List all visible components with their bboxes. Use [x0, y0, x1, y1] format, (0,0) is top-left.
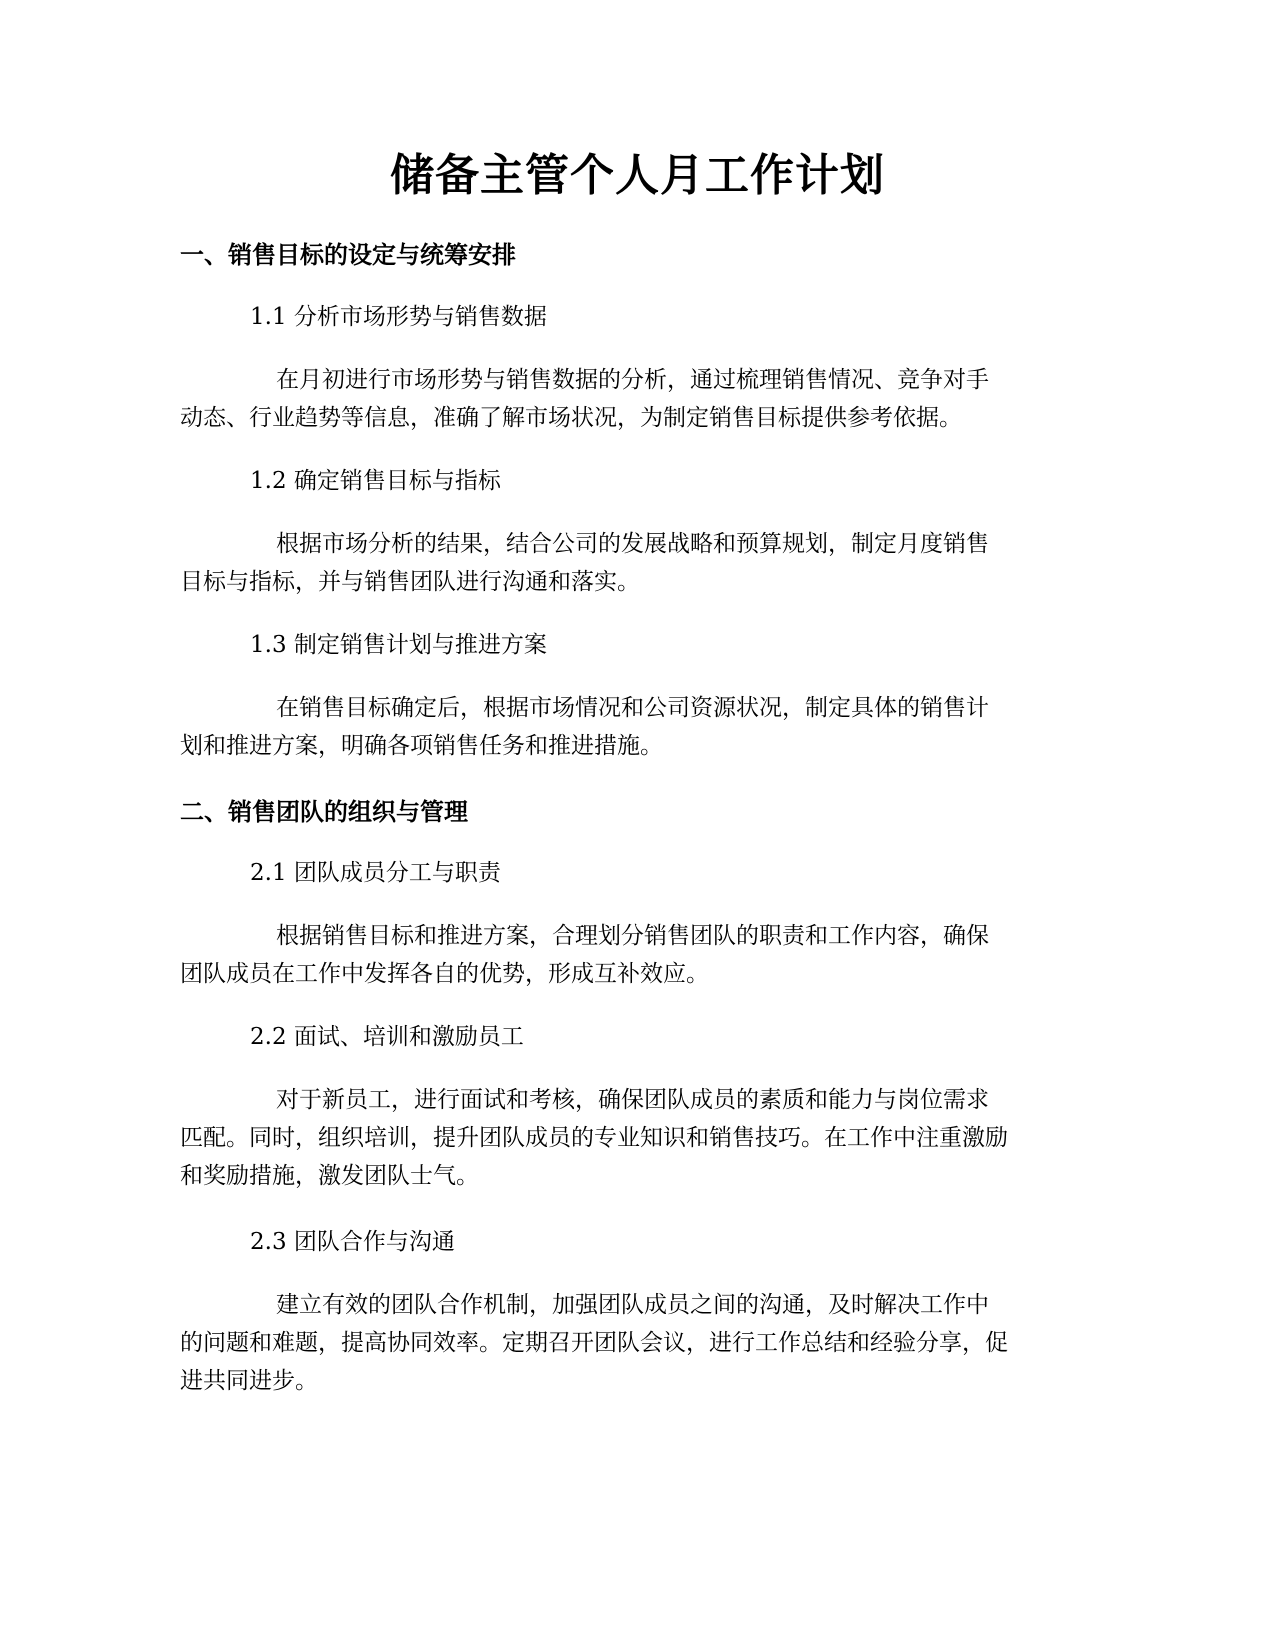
subsection-heading-2-1: 2.1 团队成员分工与职责 [250, 860, 501, 886]
section-heading-1: 一、销售目标的设定与统筹安排 [180, 241, 516, 269]
section-heading-2: 二、销售团队的组织与管理 [180, 798, 468, 826]
document-title: 储备主管个人月工作计划 [390, 150, 885, 201]
subsection-heading-2-3: 2.3 团队合作与沟通 [250, 1229, 455, 1255]
paragraph-line: 根据市场分析的结果，结合公司的发展战略和预算规划，制定月度销售 [276, 531, 989, 557]
subsection-heading-1-3: 1.3 制定销售计划与推进方案 [250, 632, 547, 658]
paragraph-line: 对于新员工，进行面试和考核，确保团队成员的素质和能力与岗位需求 [276, 1087, 989, 1113]
paragraph-2-2 [180, 1081, 1040, 1195]
paragraph-line: 的问题和难题，提高协同效率。定期召开团队会议，进行工作总结和经验分享，促 [180, 1330, 1008, 1356]
paragraph-line: 目标与指标，并与销售团队进行沟通和落实。 [180, 569, 640, 595]
paragraph-1-1 [180, 361, 1040, 437]
paragraph-line: 在销售目标确定后，根据市场情况和公司资源状况，制定具体的销售计 [276, 695, 989, 721]
paragraph-line: 和奖励措施，激发团队士气。 [180, 1163, 479, 1189]
paragraph-line: 建立有效的团队合作机制，加强团队成员之间的沟通，及时解决工作中 [276, 1292, 989, 1318]
paragraph-1-2 [180, 525, 1040, 601]
paragraph-line: 匹配。同时，组织培训，提升团队成员的专业知识和销售技巧。在工作中注重激励 [180, 1125, 1008, 1151]
paragraph-line: 在月初进行市场形势与销售数据的分析，通过梳理销售情况、竞争对手 [276, 367, 989, 393]
paragraph-line: 划和推进方案，明确各项销售任务和推进措施。 [180, 733, 663, 759]
paragraph-2-1 [180, 917, 1040, 993]
paragraph-line: 进共同进步。 [180, 1368, 318, 1394]
paragraph-line: 动态、行业趋势等信息，准确了解市场状况，为制定销售目标提供参考依据。 [180, 405, 962, 431]
paragraph-line: 根据销售目标和推进方案，合理划分销售团队的职责和工作内容，确保 [276, 923, 989, 949]
subsection-heading-1-2: 1.2 确定销售目标与指标 [250, 468, 501, 494]
paragraph-line: 团队成员在工作中发挥各自的优势，形成互补效应。 [180, 961, 709, 987]
paragraph-1-3 [180, 689, 1040, 765]
subsection-heading-1-1: 1.1 分析市场形势与销售数据 [250, 304, 547, 330]
subsection-heading-2-2: 2.2 面试、培训和激励员工 [250, 1024, 524, 1050]
paragraph-2-3 [180, 1286, 1040, 1400]
